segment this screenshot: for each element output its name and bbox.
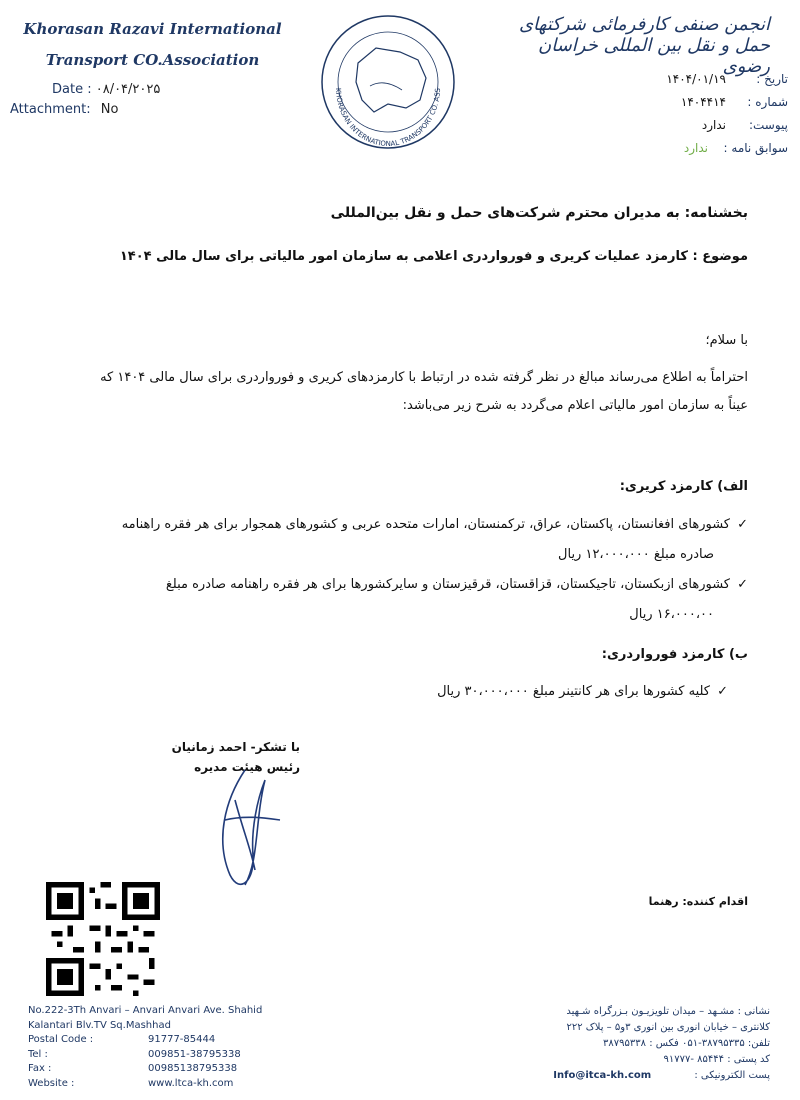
a-item2-line2: ۱۶،۰۰۰،۰۰ ریال <box>629 607 714 622</box>
meta-history-value: ندارد <box>683 141 708 155</box>
meta-fa-row <box>608 95 788 118</box>
meta-history-label: سوابق نامه : <box>723 141 788 155</box>
meta-fa-row <box>608 141 788 164</box>
intro-line-1: احتراماً به اطلاع می‌رساند مبالغ در نظر گرفته شده در ارتباط با کارمزدهای کریری و فورواردری برای سال مالی ۱۴۰۴ که <box>100 370 748 385</box>
signature-name: با تشکر- احمد زمانیان <box>171 740 300 754</box>
footer-fa-line: تلفن: ۳۸۷۹۵۳۳۵-۰۵۱ فکس : ۳۸۷۹۵۳۳۸ <box>603 1038 770 1049</box>
footer-fa-line: کلانتری – خیابان انوری بین انوری ۳و۵ – پلاک ۲۲۲ <box>566 1022 770 1033</box>
footer-row <box>28 1048 268 1063</box>
footer-address-en: No.222-3Th Anvari – Anvari Anvari Ave. Shahid Kalantari Blv.TV Sq.Mashhad <box>28 1005 263 1031</box>
a-item1-line1: کشورهای افغانستان، پاکستان، عراق، ترکمنستان، امارات متحده عربی و کشورهای همجوار برای هر فقره راهنامه <box>121 517 730 532</box>
tel-label: Tel : <box>28 1048 48 1060</box>
b-item1: کلیه کشورها برای هر کانتینر مبلغ ۳۰،۰۰۰،۰۰۰ ریال <box>437 684 710 699</box>
website-link[interactable]: www.ltca-kh.com <box>148 1077 234 1089</box>
meta-fa-row <box>608 72 788 95</box>
postal-label: Postal Code : <box>28 1034 94 1045</box>
footer-row <box>28 1033 268 1048</box>
letter-subject: موضوع : کارمزد عملیات کریری و فورواردری اعلامی به سازمان امور مالیاتی برای سال مالی ۱۴۰۴ <box>119 249 748 264</box>
meta-attachment-value: ندارد <box>701 118 726 132</box>
qr-code-icon <box>46 882 160 996</box>
date-row <box>52 82 160 97</box>
org-name-en-line2: Transport CO.Association <box>45 51 260 69</box>
svg-text:KHORASAN INTERNATIONAL TRANSPO <box>318 8 442 148</box>
footer-fa-line <box>530 1068 770 1084</box>
date-label: Date : <box>52 82 92 97</box>
fax-value: 00985138795338 <box>148 1063 238 1074</box>
list-item <box>55 570 748 630</box>
fax-label: Fax : <box>28 1063 52 1074</box>
handwritten-signature-icon <box>185 760 295 900</box>
section-b-heading: ب) کارمزد فورواردری: <box>601 647 748 662</box>
footer-fa-line: کد پستی : ۸۵۴۴۴ -۹۱۷۷۷ <box>663 1054 770 1065</box>
footer-contact-en <box>28 1004 268 1091</box>
email-link[interactable]: Info@itca-kh.com <box>553 1070 652 1081</box>
meta-number-label: شماره : <box>747 95 788 109</box>
attachment-value: No <box>100 102 119 117</box>
meta-number-value: ۱۴۰۴۴۱۴ <box>680 95 726 109</box>
meta-date-value: ۱۴۰۴/۰۱/۱۹ <box>666 72 726 86</box>
meta-date-label: تاریخ : <box>756 72 788 86</box>
check-icon: ✓ <box>737 517 748 532</box>
association-seal-icon <box>318 8 458 156</box>
section-a-heading: الف) کارمزد کریری: <box>619 479 748 494</box>
tel-value: 009851-38795338 <box>148 1048 241 1060</box>
letter-title: بخشنامه: به مدیران محترم شرکت‌های حمل و نقل بین‌المللی <box>330 205 748 221</box>
attachment-row <box>10 102 118 117</box>
footer-contact-fa <box>530 1004 770 1084</box>
list-item <box>55 510 748 570</box>
org-name-en-line1: Khorasan Razavi International <box>23 20 282 38</box>
check-icon: ✓ <box>737 577 748 592</box>
a-item2-line1: کشورهای ازبکستان، تاجیکستان، قزاقستان، قرقیزستان و سایرکشورها برای هر فقره راهنامه صادره مبلغ <box>165 577 730 592</box>
greeting: با سلام؛ <box>705 333 748 348</box>
action-by: اقدام کننده: رهنما <box>648 895 748 908</box>
footer-fa-line: نشانی : مشـهد – میدان تلویزیـون بـزرگراه شـهید <box>566 1006 770 1017</box>
check-icon: ✓ <box>717 684 728 699</box>
email-label: پست الکترونیکی : <box>694 1070 770 1081</box>
list-item <box>437 684 728 699</box>
org-name-fa: انجمن صنفی کارفرمائی شرکتهای حمل و نقل بین المللی خراسان رضوی <box>518 14 770 77</box>
meta-attachment-label: پیوست: <box>748 118 788 132</box>
meta-fa-row <box>608 118 788 141</box>
footer-row <box>28 1062 268 1077</box>
postal-value: 91777-85444 <box>148 1034 216 1045</box>
attachment-label: Attachment: <box>10 102 91 117</box>
seal-text: KHORASAN INTERNATIONAL TRANSPORT CO. ASS <box>333 87 443 149</box>
intro-line-2: عیناً به سازمان امور مالیاتی اعلام می‌گردد به شرح زیر می‌باشد: <box>402 398 748 413</box>
website-label: Website : <box>28 1077 75 1089</box>
footer-row <box>28 1077 268 1092</box>
meta-fa-list <box>608 72 788 164</box>
a-item1-line2: صادره مبلغ ۱۲،۰۰۰،۰۰۰ ریال <box>558 547 714 562</box>
date-value: ۰۸/۰۴/۲۰۲۵ <box>95 82 161 97</box>
signature-title: رئیس هیئت مدیره <box>194 760 300 774</box>
